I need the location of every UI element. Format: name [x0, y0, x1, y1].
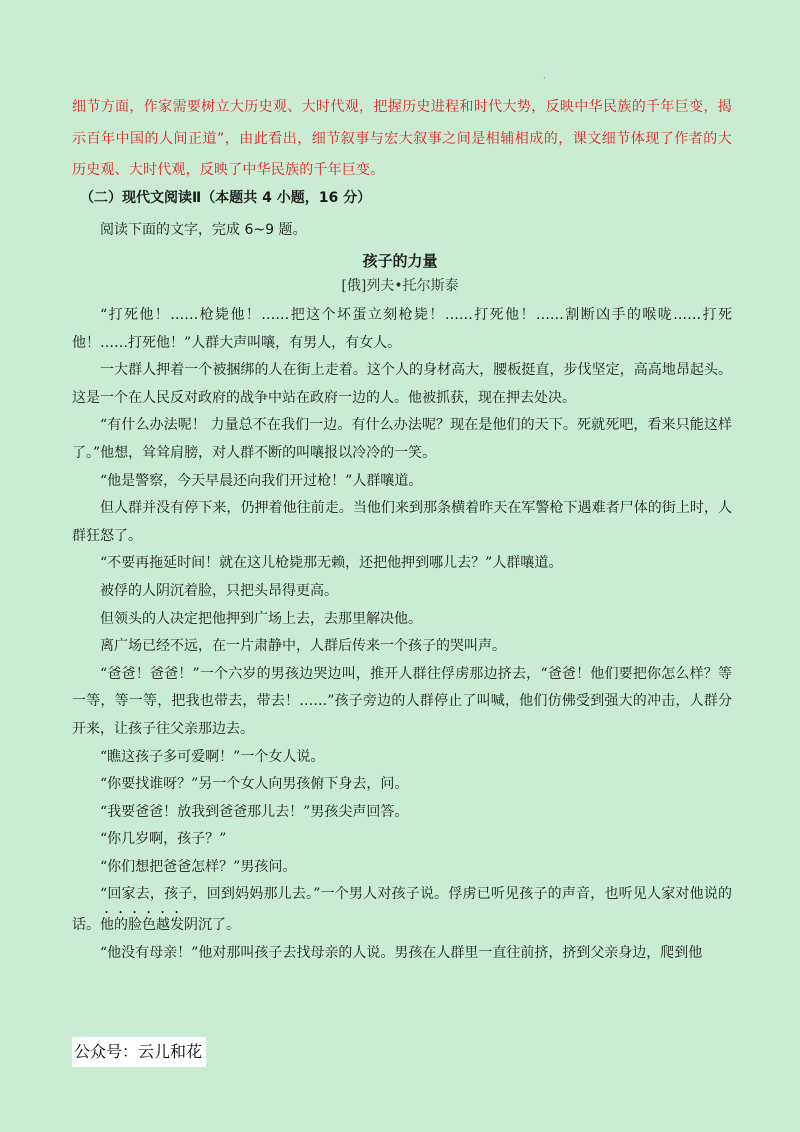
story-paragraph: “他没有母亲！”他对那叫孩子去找母亲的人说。男孩在人群里一直往前挤，挤到父亲身边，爬到他	[100, 944, 703, 961]
story-paragraph: 一大群人押着一个被捆绑的人在街上走着。这个人的身材高大，腰板挺直，步伐坚定，高高地昂起头。这是一个在人民反对政府的战争中站在政府一边的人。他被抓获，现在押去处决。	[72, 362, 732, 406]
story-author: [俄]列夫•托尔斯泰	[341, 278, 459, 294]
story-paragraph: 但人群并没有停下来，仍押着他往前走。当他们来到那条横着昨天在军警枪下遇难者尸体的街上时，人群狂怒了。	[72, 500, 732, 544]
story-paragraph: 离广场已经不远，在一片肃静中，人群后传来一个孩子的哭叫声。	[100, 638, 506, 655]
emphasis-after: 阴沉了。	[184, 917, 240, 934]
story-paragraph: “你几岁啊，孩子？”	[100, 831, 227, 848]
story-paragraph: “你要找谁呀？”另一个女人向男孩俯下身去，问。	[100, 776, 409, 793]
story-paragraph: “有什么办法呢！ 力量总不在我们一边。有什么办法呢？现在是他们的天下。死就死吧，看来只能这样了。”他想，耸耸肩膀，对人群不断的叫嚷报以冷冷的一笑。	[72, 417, 732, 461]
story-paragraph-emphasis	[72, 881, 732, 939]
story-paragraph: “打死他！……枪毙他！……把这个坏蛋立刻枪毙！……打死他！……割断凶手的喉咙……打死他！……打死他！”人群大声叫嚷，有男人，有女人。	[72, 307, 732, 351]
story-body	[72, 302, 732, 967]
story-title: 孩子的力量	[362, 252, 438, 270]
story-paragraph: “瞧这孩子多可爱啊！”一个女人说。	[100, 748, 325, 765]
story-paragraph: “我要爸爸！放我到爸爸那儿去！”男孩尖声回答。	[100, 803, 409, 820]
footer-label: 公众号：云儿和花	[72, 1037, 206, 1067]
instruction-line: 阅读下面的文字，完成 6~9 题。	[100, 222, 307, 238]
section-header: （二）现代文阅读Ⅱ（本题共 4 小题，16 分）	[80, 190, 372, 206]
story-paragraph: “他是警察，今天早晨还向我们开过枪！”人群嚷道。	[100, 472, 423, 489]
story-paragraph: “爸爸！爸爸！”一个六岁的男孩边哭边叫，推开人群往俘虏那边挤去，“爸爸！他们要把你怎么样？等一等，等一等，把我也带去，带去！……”孩子旁边的人群停止了叫喊，他们仿佛受到强大的冲击，人群分开来，让孩子往父亲那边去。	[72, 665, 732, 737]
emphasized-phrase: 他的脸色越发	[100, 917, 184, 934]
story-paragraph: 被俘的人阴沉着脸，只把头昂得更高。	[100, 582, 338, 599]
analysis-paragraph: 细节方面，作家需要树立大历史观、大时代观，把握历史进程和时代大势，反映中华民族的千年巨变，揭示百年中国的人间正道”，由此看出，细节叙事与宏大叙事之间是相辅相成的，课文细节体现了作者的大历史观、大时代观，反映了中华民族的千年巨变。	[72, 99, 732, 178]
story-paragraph: “你们想把爸爸怎样？”男孩问。	[100, 858, 297, 875]
stray-mark: ·	[543, 74, 546, 83]
emphasis-before: “回家去，孩子，回到妈妈那儿去。”一个男人对孩子说。俘虏已听见孩子的声音，也听见人家对他说的话。	[72, 886, 732, 934]
story-paragraph: “不要再拖延时间！就在这儿枪毙那无赖，还把他押到哪儿去？”人群嚷道。	[100, 555, 563, 572]
story-paragraph: 但领头的人决定把他押到广场上去，去那里解决他。	[100, 610, 422, 627]
